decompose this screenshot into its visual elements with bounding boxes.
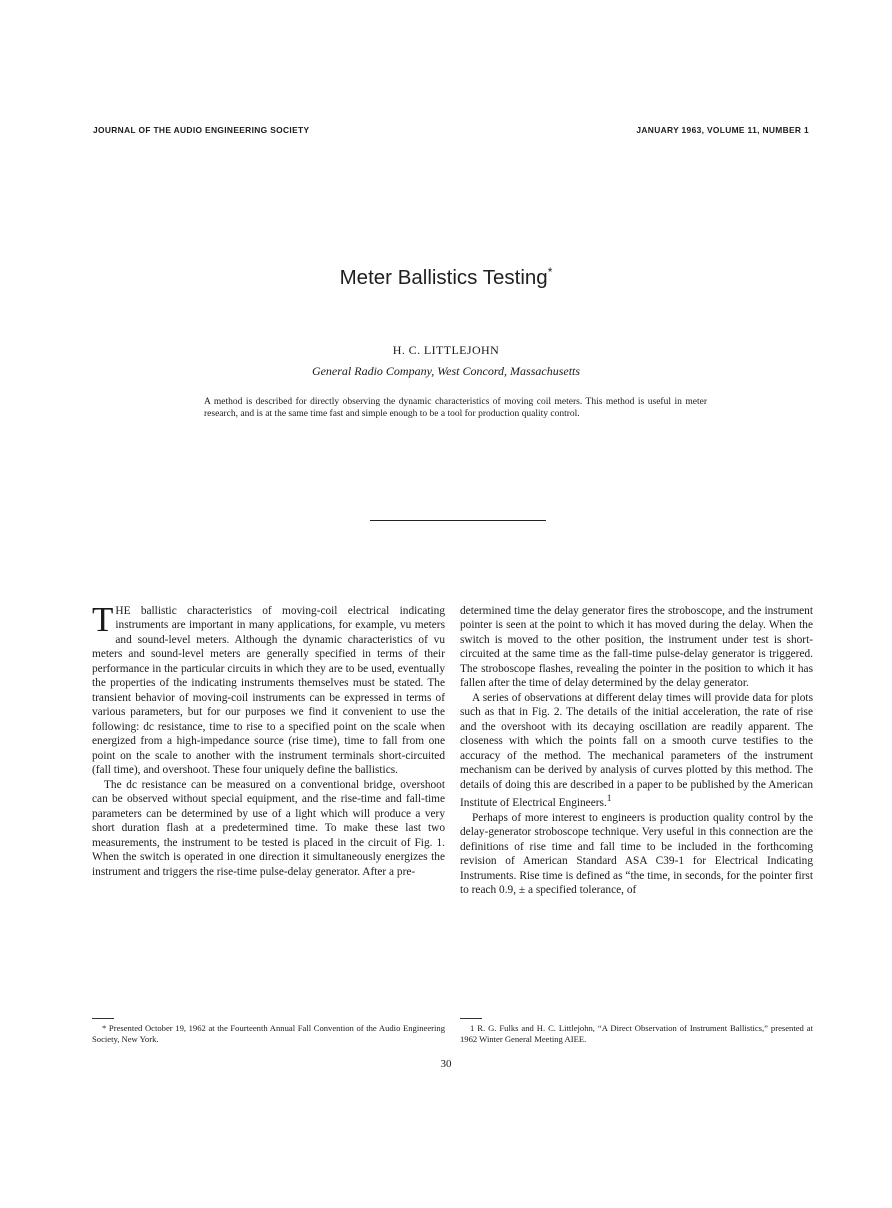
author-affiliation: General Radio Company, West Concord, Massachusetts xyxy=(311,364,581,378)
footnote-left xyxy=(92,1018,445,1045)
footnote-presented: * Presented October 19, 1962 at the Fourteenth Annual Fall Convention of the Audio Engineering Society, New York. xyxy=(92,1023,445,1044)
paragraph-1-text: HE ballistic characteristics of moving-coil electrical indicating instruments are important in many applications, for example, vu meters and sound-level meters. Although the dynamic characteristics of vu meters and sound-level meters are generally specified in terms of their performance in the particular circuits in which they are to be used, eventually the properties of the indicating instruments themselves must be stated. The transient behavior of moving-coil instruments can be expressed in terms of various parameters, but for our purposes we find it convenient to use the following: dc resistance, time to rise to a specified point on the scale when energized from a high-impedance source (rise time), time to fall from one point on the scale to another with the instrument terminals short-circuited (fall time), and overshoot. These four uniquely define the ballistics. xyxy=(92,605,445,777)
author-name: H. C. LITTLEJOHN xyxy=(392,343,500,357)
issue-info: JANUARY 1963, VOLUME 11, NUMBER 1 xyxy=(636,125,809,135)
footnote-right xyxy=(460,1018,813,1045)
paragraph-4 xyxy=(460,691,813,811)
title-footnote-mark: * xyxy=(547,265,553,280)
body-column-right xyxy=(460,604,813,897)
body-column-left xyxy=(92,600,445,879)
abstract: A method is described for directly observing the dynamic characteristics of moving coil meters. This method is useful in meter research, and is at the same time fast and simple enough to be a tool for production quality control. xyxy=(204,397,707,420)
article-title xyxy=(0,266,892,290)
footnote-rule xyxy=(92,1018,114,1019)
paragraph-2: The dc resistance can be measured on a conventional bridge, overshoot can be observed without special equipment, and the rise-time and fall-time parameters can be determined by use of a light which will produce a very short duration flash at a predetermined time. To make these last two measurements, the instrument to be tested is placed in the circuit of Fig. 1. When the switch is operated in one direction it simultaneously energizes the instrument and triggers the rise-time pulse-delay generator. After a pre- xyxy=(92,778,445,878)
page-number: 30 xyxy=(440,1058,452,1070)
paragraph-3: determined time the delay generator fires the stroboscope, and the instrument pointer is seen at the point to which it has moved during the delay. When the switch is moved to the other position, the instrument under test is short-circuited at the same time as the fall-time pulse-delay generator is triggered. The stroboscope flashes, revealing the pointer in the position to which it has fallen after the time of delay determined by the delay generator. xyxy=(460,605,813,690)
article-title-text: Meter Ballistics Testing xyxy=(339,266,548,289)
paragraph-1 xyxy=(92,600,445,778)
drop-cap: T xyxy=(92,600,114,639)
footnote-ref-1: 1 xyxy=(606,794,612,805)
paragraph-5: Perhaps of more interest to engineers is production quality control by the delay-generator stroboscope technique. Very useful in this connection are the definitions of rise time and fall time to be included in the forthcoming revision of American Standard ASA C39-1 for Electrical Indicating Instruments. Rise time is defined as “the time, in seconds, for the pointer first to reach 0.9, ± a specified tolerance, of xyxy=(460,811,813,896)
journal-name: JOURNAL OF THE AUDIO ENGINEERING SOCIETY xyxy=(93,125,310,135)
section-divider xyxy=(370,520,546,521)
paragraph-4-text: A series of observations at different delay times will provide data for plots such as that in Fig. 2. The details of the initial acceleration, the rate of rise and the overshoot with its decaying oscillation are readily apparent. The closeness with which the points fall on a smooth curve testifies to the accuracy of the method. The mechanical parameters of the instrument mechanism can be derived by analysis of curves plotted by this method. The details of doing this are described in a paper to be published by the American Institute of Electrical Engineers. xyxy=(460,691,813,810)
footnote-reference-1: 1 R. G. Fulks and H. C. Littlejohn, “A Direct Observation of Instrument Ballistics,” presented at 1962 Winter General Meeting AIEE. xyxy=(460,1023,813,1044)
footnote-rule xyxy=(460,1018,482,1019)
running-head xyxy=(93,125,809,135)
